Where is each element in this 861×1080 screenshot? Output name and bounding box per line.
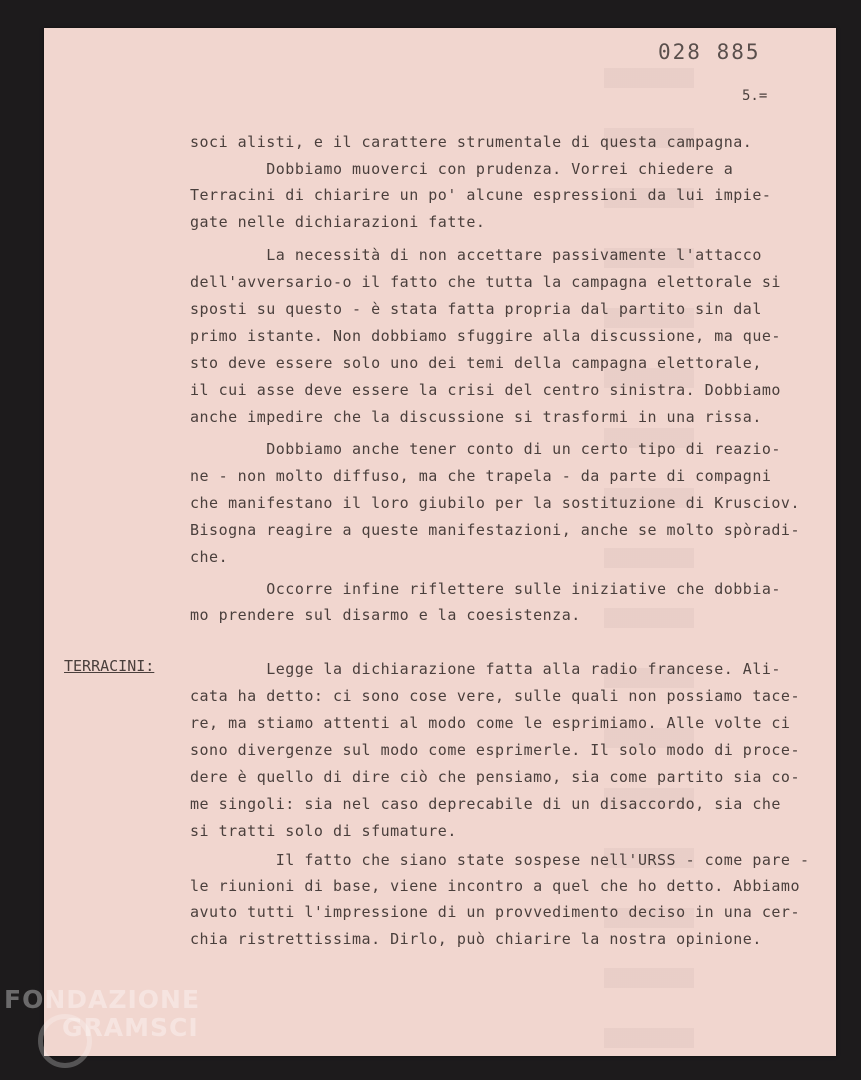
text-line: Legge la dichiarazione fatta alla radio francese. Ali- xyxy=(190,660,781,678)
text-line: Terracini di chiarire un po' alcune espressioni da lui impie- xyxy=(190,186,772,204)
speaker-label: TERRACINI: xyxy=(64,657,155,675)
text-line: avuto tutti l'impressione di un provvedimento deciso in una cer- xyxy=(190,903,800,921)
document-page xyxy=(44,28,836,1056)
text-line: sposti su questo - è stata fatta propria dal partito sin dal xyxy=(190,300,762,318)
watermark-line2: GRAMSCI xyxy=(62,1013,199,1042)
text-line: si tratti solo di sfumature. xyxy=(190,822,457,840)
text-line: Il fatto che siano state sospese nell'URSS - come pare - xyxy=(190,851,810,869)
text-line: dere è quello di dire ciò che pensiamo, sia come partito sia co- xyxy=(190,768,800,786)
text-line: ne - non molto diffuso, ma che trapela - da parte di compagni xyxy=(190,467,772,485)
text-line: La necessità di non accettare passivamente l'attacco xyxy=(190,246,762,264)
text-line: gate nelle dichiarazioni fatte. xyxy=(190,213,486,231)
text-line: che. xyxy=(190,548,229,566)
text-line: dell'avversario-o il fatto che tutta la campagna elettorale si xyxy=(190,273,781,291)
text-line: cata ha detto: ci sono cose vere, sulle quali non possiamo tace- xyxy=(190,687,800,705)
text-line: Dobbiamo anche tener conto di un certo tipo di reazio- xyxy=(190,440,781,458)
text-line: re, ma stiamo attenti al modo come le esprimiamo. Alle volte ci xyxy=(190,714,791,732)
text-line: il cui asse deve essere la crisi del centro sinistra. Dobbiamo xyxy=(190,381,781,399)
page-number: 5.= xyxy=(742,88,768,104)
text-line: Dobbiamo muoverci con prudenza. Vorrei chiedere a xyxy=(190,160,734,178)
watermark xyxy=(4,986,200,1042)
text-line: soci alisti, e il carattere strumentale di questa campagna. xyxy=(190,133,753,151)
text-line: Bisogna reagire a queste manifestazioni, anche se molto spòradi- xyxy=(190,521,800,539)
text-line: mo prendere sul disarmo e la coesistenza. xyxy=(190,606,581,624)
text-line: anche impedire che la discussione si trasformi in una rissa. xyxy=(190,408,762,426)
text-line: primo istante. Non dobbiamo sfuggire alla discussione, ma que- xyxy=(190,327,781,345)
watermark-line1: FONDAZIONE xyxy=(4,985,201,1014)
text-line: le riunioni di base, viene incontro a quel che ho detto. Abbiamo xyxy=(190,877,800,895)
text-line: sto deve essere solo uno dei temi della campagna elettorale, xyxy=(190,354,762,372)
text-line: chia ristrettissima. Dirlo, può chiarire la nostra opinione. xyxy=(190,930,762,948)
paper-bleed-through xyxy=(604,68,694,1048)
text-line: me singoli: sia nel caso deprecabile di un disaccordo, sia che xyxy=(190,795,781,813)
text-line: Occorre infine riflettere sulle iniziative che dobbia- xyxy=(190,580,781,598)
archive-number: 028 885 xyxy=(658,40,761,64)
text-line: che manifestano il loro giubilo per la sostituzione di Krusciov. xyxy=(190,494,800,512)
text-line: sono divergenze sul modo come esprimerle. Il solo modo di proce- xyxy=(190,741,800,759)
